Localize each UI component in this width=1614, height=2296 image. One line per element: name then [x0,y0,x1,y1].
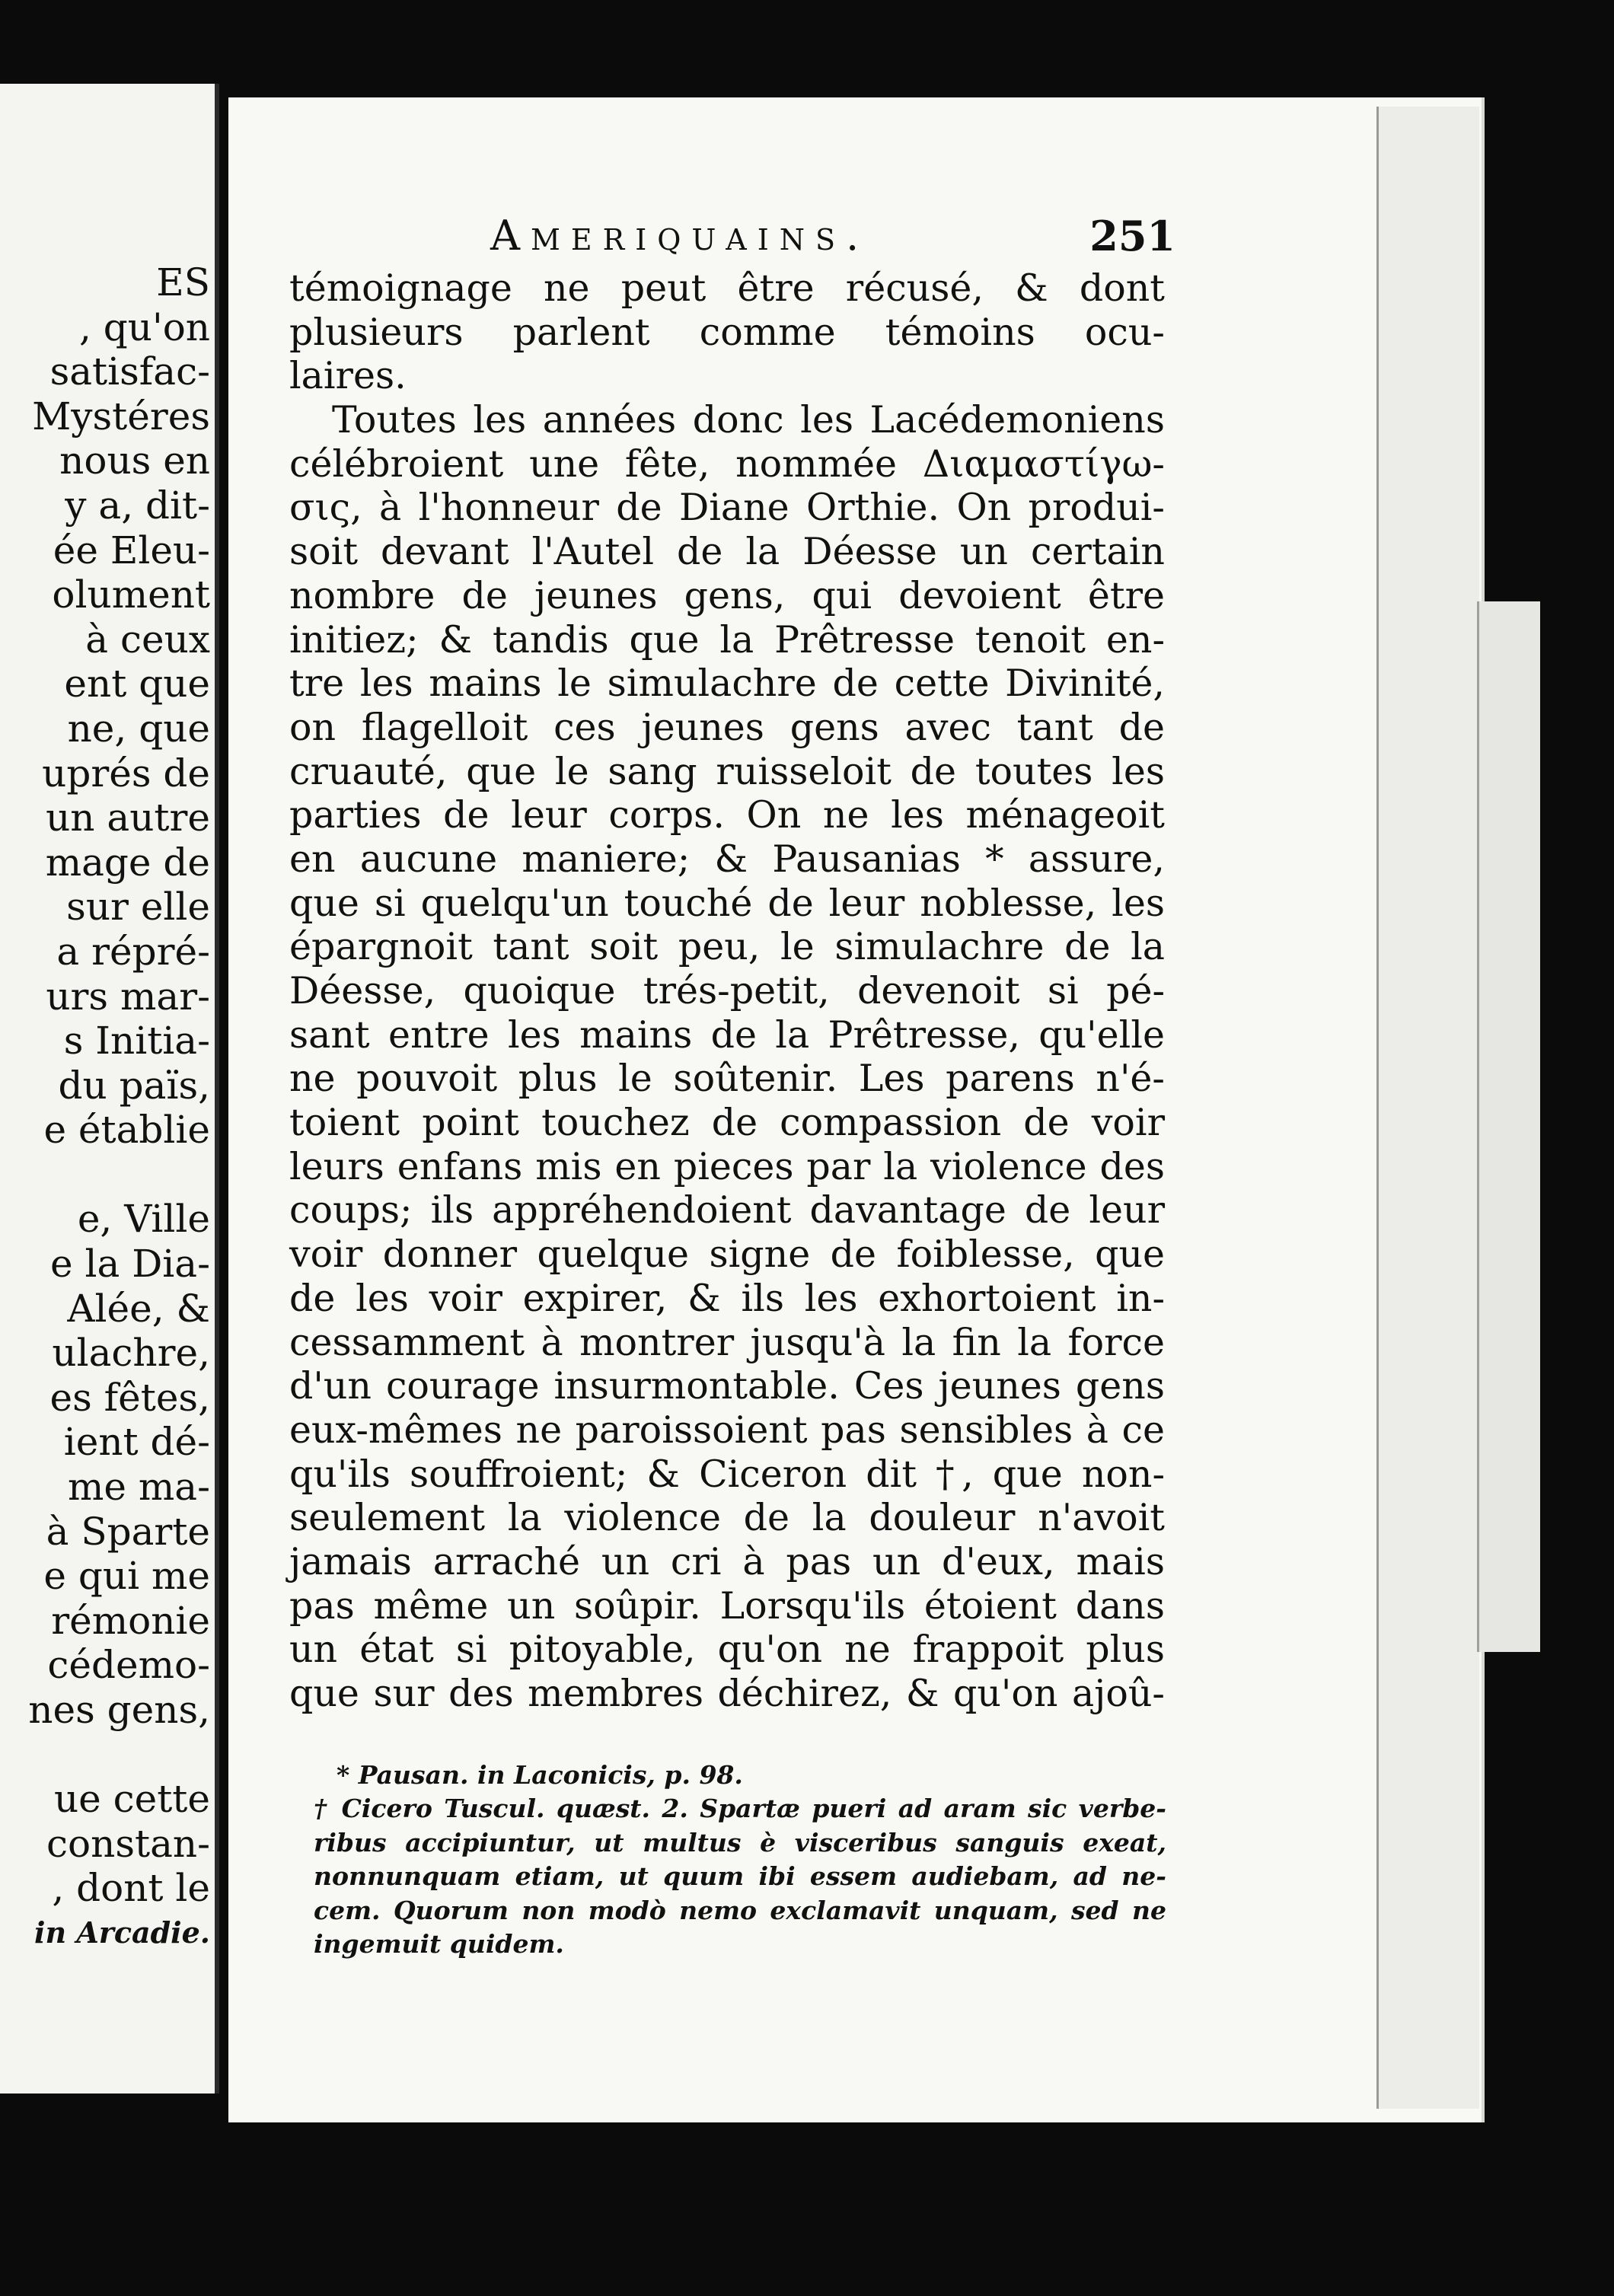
text-line: coups; ils appréhendoient davantage de leur [289,1188,1165,1233]
left-line: me ma- [67,1465,210,1510]
footnote-line: ingemuit quidem. [314,1928,564,1959]
footnote-line: nonnunquam etiam, ut quum ibi essem audiebam, ad ne- [314,1861,1166,1892]
text-line: nombre de jeunes gens, qui devoient être [289,573,1165,617]
left-line: du païs, [58,1063,210,1108]
left-line: a répré- [56,929,210,974]
left-line: , dont le [52,1866,210,1911]
left-line: satisfac- [49,349,210,394]
left-line: s Initia- [63,1019,210,1063]
text-line: laires. [289,354,407,398]
left-line: rémonie [51,1598,210,1643]
text-line: σις, à l'honneur de Diane Orthie. On produi- [289,486,1165,530]
left-line: ulachre, [52,1331,210,1376]
text-line: ne pouvoit plus le soûtenir. Les parens n'é- [289,1057,1165,1101]
text-line: témoignage ne peut être récusé, & dont [289,266,1165,310]
text-line: seulement la violence de la douleur n'avoit [289,1496,1165,1540]
left-line: e établie [43,1108,210,1153]
left-line: e qui me [43,1554,210,1599]
text-line: qu'ils souffroient; & Ciceron dit †, que non- [289,1452,1165,1496]
left-line: ent que [64,662,210,706]
text-line: soit devant l'Autel de la Déesse un certain [289,530,1165,574]
left-line: mage de [45,840,210,885]
left-line: sur elle [66,885,210,930]
left-line: ES [156,260,210,305]
text-line: Toutes les années donc les Lacédemoniens [332,398,1165,442]
left-line: e, Ville [77,1197,210,1242]
text-line: en aucune maniere; & Pausanias * assure, [289,837,1165,881]
text-line: d'un courage insurmontable. Ces jeunes gens [289,1364,1165,1408]
left-line: constan- [46,1821,210,1866]
text-line: cessamment à montrer jusqu'à la fin la force [289,1320,1165,1364]
footnote-line: cem. Quorum non modò nemo exclamavit unquam, sed ne [314,1895,1166,1925]
text-line: pas même un soûpir. Lorsqu'ils étoient dans [289,1583,1165,1628]
left-line: e la Dia- [50,1242,210,1287]
text-line: cruauté, que le sang ruisseloit de toutes les [289,749,1165,793]
left-line: ée Eleu- [53,528,210,572]
text-line: toient point touchez de compassion de voir [289,1101,1165,1145]
left-line: olument [52,572,210,617]
left-line-gap [28,1733,210,1778]
running-head: Ameriquains. [490,212,870,260]
text-line: parties de leur corps. On ne les ménageoit [289,793,1165,837]
left-line: nes gens, [28,1688,210,1732]
left-line: cédemo- [47,1643,210,1688]
text-line: plusieurs parlent comme témoins ocu- [289,310,1165,354]
left-line: à Sparte [46,1509,210,1554]
text-line: tre les mains le simulachre de cette Divinité, [289,662,1165,706]
body-text [289,266,1165,1716]
left-line-gap [28,1153,210,1197]
text-line: eux-mêmes ne paroissoient pas sensibles à ce [289,1408,1165,1452]
text-line: que si quelqu'un touché de leur noblesse, les [289,881,1165,925]
footnote-line: † Cicero Tuscul. quæst. 2. Spartæ pueri ad aram sic verbe- [314,1794,1166,1824]
text-line: sant entre les mains de la Prêtresse, qu'elle [289,1012,1165,1057]
text-line: de les voir expirer, & ils les exhortoient in- [289,1276,1165,1320]
left-line: nous en [59,438,210,483]
page-edge-tab [1477,601,1540,1652]
text-line: leurs enfans mis en pieces par la violence des [289,1144,1165,1188]
text-line: on flagelloit ces jeunes gens avec tant de [289,705,1165,749]
left-footnote-line: in Arcadie. [34,1915,210,1950]
page-edge [1376,107,1479,2109]
left-line: à ceux [85,617,210,662]
page-number: 251 [1089,212,1175,260]
footnote-line: ribus accipiuntur, ut multus è visceribus sanguis exeat, [314,1827,1166,1858]
left-line: Mystéres [32,394,210,438]
text-line: célébroient une fête, nommée Διαμαστίγω- [289,442,1165,486]
left-line: ne, que [67,706,210,751]
left-line: urs mar- [46,974,210,1019]
text-line: épargnoit tant soit peu, le simulachre de la [289,925,1165,969]
left-page-text [28,260,210,1956]
text-line: Déesse, quoique trés-petit, devenoit si pé- [289,969,1165,1012]
left-line: Alée, & [67,1286,210,1331]
text-line: un état si pitoyable, qu'on ne frappoit plus [289,1628,1165,1672]
text-line: voir donner quelque signe de foiblesse, que [289,1233,1165,1277]
left-line: ient dé- [63,1420,210,1465]
text-line: initiez; & tandis que la Prêtresse tenoit en- [289,617,1165,662]
footnote-line: * Pausan. in Laconicis, p. 98. [337,1760,743,1790]
left-line: y a, dit- [65,483,210,528]
text-line: que sur des membres déchirez, & qu'on ajoû- [289,1672,1165,1715]
left-page-fragment [0,84,219,2094]
left-line: , qu'on [78,305,210,349]
text-line: jamais arraché un cri à pas un d'eux, mais [289,1539,1165,1583]
left-line: uprés de [42,751,210,796]
footnotes [314,1759,1166,1961]
left-line: es fêtes, [49,1375,210,1420]
page-header [490,212,1175,265]
left-line: ue cette [53,1777,210,1822]
left-line: un autre [46,796,210,840]
